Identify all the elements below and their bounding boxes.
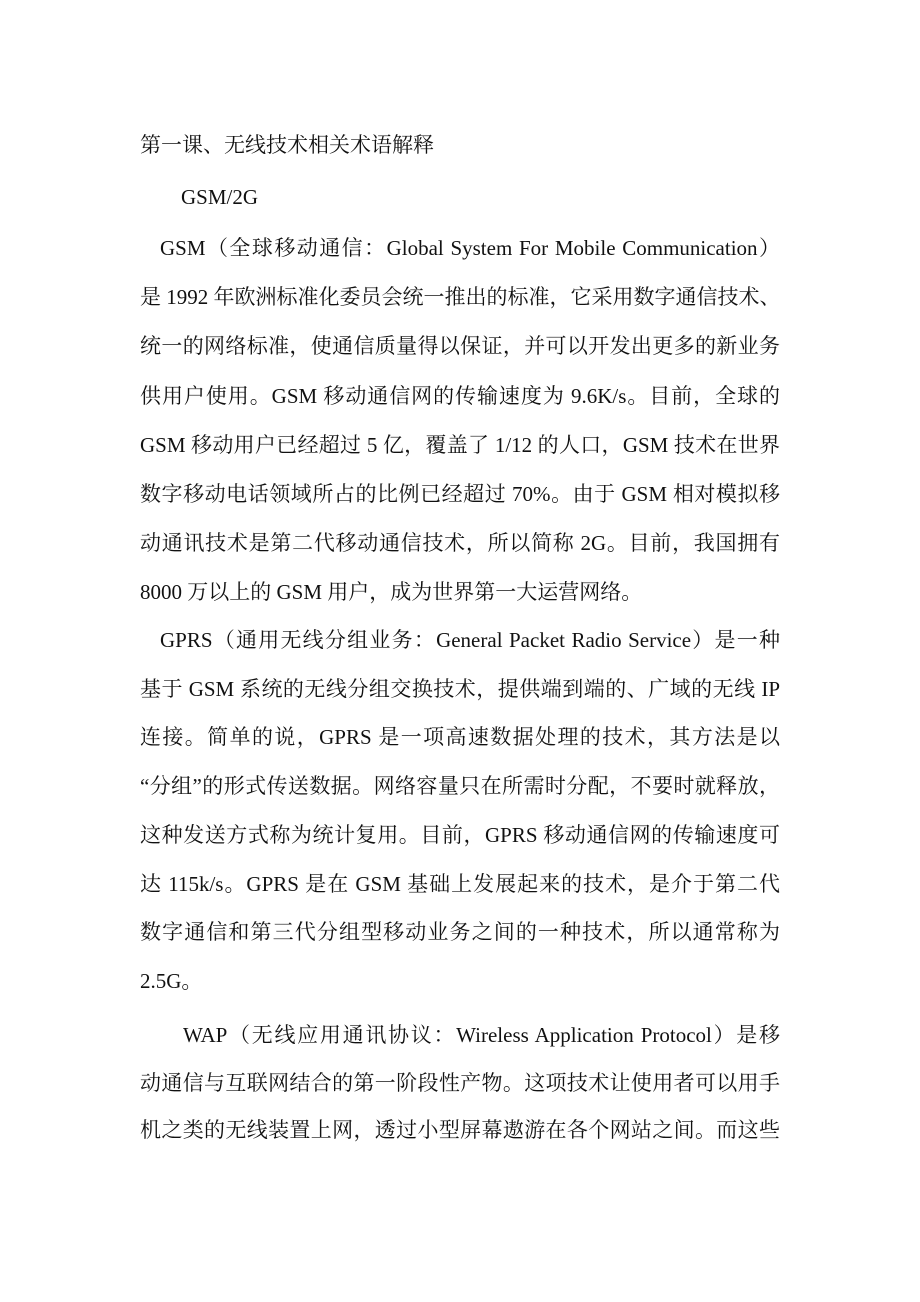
paragraph-2-line: 达 115k/s。GPRS 是在 GSM 基础上发展起来的技术，是介于第二代 <box>140 872 780 896</box>
paragraph-3-line: WAP（无线应用通讯协议：Wireless Application Protocol）是移 <box>183 1023 780 1047</box>
paragraph-2-line: 连接。简单的说，GPRS 是一项高速数据处理的技术，其方法是以 <box>140 725 780 749</box>
paragraph-3-line: 机之类的无线装置上网，透过小型屏幕遨游在各个网站之间。而这些 <box>140 1118 780 1142</box>
section-heading: GSM/2G <box>181 185 259 209</box>
paragraph-1-line: 供用户使用。GSM 移动通信网的传输速度为 9.6K/s。目前，全球的 <box>140 384 780 408</box>
paragraph-2-line: 基于 GSM 系统的无线分组交换技术，提供端到端的、广域的无线 IP <box>140 677 780 701</box>
paragraph-2-line: 2.5G。 <box>140 969 203 993</box>
paragraph-1-line: 8000 万以上的 GSM 用户，成为世界第一大运营网络。 <box>140 580 643 604</box>
paragraph-1-line: 动通讯技术是第二代移动通信技术，所以简称 2G。目前，我国拥有 <box>140 531 780 555</box>
paragraph-1-line: 数字移动电话领域所占的比例已经超过 70%。由于 GSM 相对模拟移 <box>140 482 780 506</box>
paragraph-1-line: 统一的网络标准，使通信质量得以保证，并可以开发出更多的新业务 <box>140 334 780 358</box>
paragraph-2-line: 数字通信和第三代分组型移动业务之间的一种技术，所以通常称为 <box>140 920 780 944</box>
paragraph-3-line: 动通信与互联网结合的第一阶段性产物。这项技术让使用者可以用手 <box>140 1071 780 1095</box>
paragraph-2-line: “分组”的形式传送数据。网络容量只在所需时分配，不要时就释放， <box>140 774 780 798</box>
paragraph-2-line: GPRS（通用无线分组业务：General Packet Radio Service）是一种 <box>160 628 780 652</box>
paragraph-1-line: 是 1992 年欧洲标准化委员会统一推出的标准，它采用数字通信技术、 <box>140 285 781 309</box>
paragraph-1-line: GSM（全球移动通信：Global System For Mobile Communication） <box>160 236 780 260</box>
paragraph-2-line: 这种发送方式称为统计复用。目前，GPRS 移动通信网的传输速度可 <box>140 823 780 847</box>
document-title: 第一课、无线技术相关术语解释 <box>140 133 434 157</box>
paragraph-1-line: GSM 移动用户已经超过 5 亿，覆盖了 1/12 的人口，GSM 技术在世界 <box>140 433 780 457</box>
